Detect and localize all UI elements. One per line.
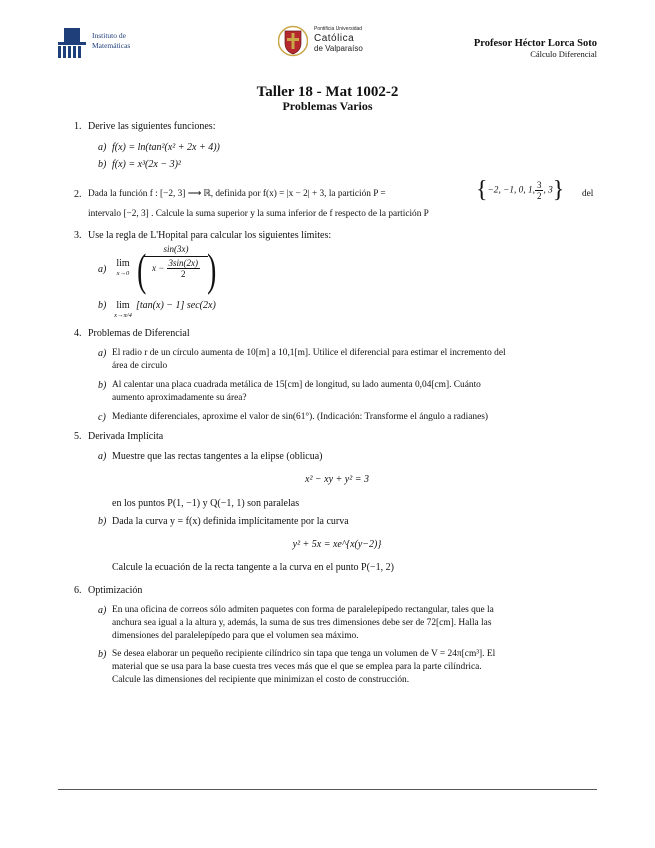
- header-author: [474, 38, 597, 59]
- course-name: Cálculo Diferencial: [530, 49, 597, 59]
- problem-text: Use la regla de L'Hopital para calcular los siguientes límites:: [88, 230, 332, 241]
- item-label: b): [98, 380, 107, 391]
- imm-logo-icon: [58, 28, 86, 60]
- item-text: Se desea elaborar un pequeño recipiente cilíndrico sin tapa que tenga un volumen de V = 24π[cm³]. El: [112, 649, 496, 659]
- item-formula: f(x) = ln(tan²(x² + 2x + 4)): [112, 142, 220, 153]
- limit-text: lim: [116, 300, 130, 311]
- fraction-numerator: 3: [536, 180, 542, 190]
- problem-text-end: del: [582, 189, 594, 199]
- item-text: área de circulo: [112, 361, 168, 371]
- ellipse-equation: x² − xy + y² = 3: [305, 474, 369, 485]
- university-name: [314, 26, 363, 53]
- problem-number: 3.: [74, 230, 82, 241]
- item-text: anchura sea igual a la altura y, además, la suma de sus tres dimensiones debe ser de 72[cm]. Halla las: [112, 618, 492, 628]
- problem-text: Problemas de Diferencial: [88, 328, 190, 339]
- university-line2: Católica: [314, 33, 355, 44]
- item-label: a): [98, 451, 107, 462]
- institute-logo: [58, 28, 153, 62]
- item-text: aumento aproximadamente su área?: [112, 393, 247, 403]
- item-label: a): [98, 264, 107, 275]
- item-formula: [tan(x) − 1] sec(2x): [136, 300, 216, 311]
- problem-text: Dada la función f : [−2, 3] ⟶ ℝ, definida por f(x) = |x − 2| + 3, la partición P =: [88, 189, 386, 199]
- institute-line2: Matemáticas: [92, 41, 131, 50]
- institute-line1: Instituto de: [92, 31, 126, 40]
- item-label: b): [98, 159, 107, 170]
- item-label: a): [98, 605, 107, 616]
- problem-text-2: intervalo [−2, 3] . Calcule la suma superior y la suma inferior de f respecto de la partición P: [88, 209, 429, 219]
- title-block: [0, 84, 655, 113]
- curve-equation: y² + 5x = xe^{x(y−2)}: [292, 539, 382, 550]
- item-text: En una oficina de correos sólo admiten paquetes con forma de paralelepípedo rectangular, tales que la: [112, 605, 494, 615]
- item-text: dimensiones del paralelepípedo para que el volumen sea máximo.: [112, 631, 359, 641]
- partition-set: {−2, −1, 0, 1, $\frac{3}{2}$ , 3}: [476, 177, 565, 203]
- item-label: a): [98, 142, 107, 153]
- fraction-numerator: sin(3x): [144, 244, 208, 257]
- professor-name: Profesor Héctor Lorca Soto: [473, 38, 597, 49]
- problem-text: Derive las siguientes funciones:: [88, 121, 216, 132]
- item-label: b): [98, 300, 107, 311]
- limit-subscript: x→0: [116, 270, 130, 277]
- item-label: b): [98, 649, 107, 660]
- page-subtitle: Problemas Varios: [282, 99, 373, 113]
- item-label: b): [98, 516, 107, 527]
- page-title: Taller 18 - Mat 1002-2: [256, 84, 399, 100]
- university-logo: [278, 22, 398, 62]
- item-text: Calcule la ecuación de la recta tangente a la curva en el punto P(−1, 2): [112, 562, 394, 573]
- partition-values: −2, −1, 0, 1,: [487, 185, 535, 196]
- item-text: material que se usa para la base cuesta tres veces más que el que se emplea para la parte cilíndrica.: [112, 662, 482, 672]
- institute-name: [92, 31, 130, 51]
- university-shield-icon: [278, 24, 308, 58]
- problem-number: 2.: [74, 189, 82, 200]
- problem-number: 1.: [74, 121, 82, 132]
- fraction-denominator: 2: [536, 191, 542, 201]
- item-text: Muestre que las rectas tangentes a la elipse (oblicua): [112, 451, 323, 462]
- inner-numerator: 3sin(2x): [168, 258, 199, 268]
- item-text: El radio r de un círculo aumenta de 10[m] a 10,1[m]. Utilice el diferencial para estimar el incremento del: [112, 348, 506, 358]
- item-formula: f(x) = x³(2x − 3)²: [112, 159, 181, 170]
- limit-fraction: [144, 244, 208, 279]
- limit-operator: [112, 257, 134, 277]
- university-line1: Pontificia Universidad: [314, 26, 363, 32]
- limit-operator: [112, 299, 134, 319]
- document-page: Instituto de Matemáticas Pontificia Universidad Católica de Valparaíso Profesor Héctor Lorca Soto Cálculo Diferencial Taller 18 - Mat 1002-2 Problemas Varios 1. Derive las siguientes funciones: a) f(x) = ln(tan²(x² + 2x + 4)) b) f(x) = x³(2x − 3)² 2. Dada la función f : [−2, 3] ⟶ ℝ, definida por f(x) = |x − 2| + 3, la partición P = {−2, −1, 0, 1, $\frac{3}{2}$ , 3} del intervalo [−2, 3] . Calcule la suma superior y la suma inferior de f respecto de la partición P 3. Use la regla de L'Hopital para calcular los siguientes límites: a) lim x→0 ( sin(3x) x − $\frac{3\sin(2x)}{2}$ ) b) lim x→π/4 [tan(x) − 1] sec(2x) 4. Problemas de Diferencial a) El radio r de un círculo aumenta de 10[m] a 10,1[m]. Utilice el diferencial para estimar el incremento del área de circulo b) Al calentar una placa cuadrada metálica de 15[cm] de longitud, su lado aumenta 0,04[cm]. Cuánto aumento aproximadamente su área? c) Mediante diferenciales, aproxime el valor de sin(61°). (Indicación: Transforme el ángulo a radianes) 5. Derivada Implícita a) Muestre que las rectas tangentes a la elipse (oblicua) x² − xy + y² = 3 en los puntos P(1, −1) y Q(−1, 1) son paralelas b) Dada la curva y = f(x) definida implícitamente por la curva y² + 5x = xe^{x(y−2)} Calcule la ecuación de la recta tangente a la curva en el punto P(−1, 2) 6. Optimización a) En una oficina de correos sólo admiten paquetes con forma de paralelepípedo rectangular, tales que la anchura sea igual a la altura y, además, la suma de sus tres dimensiones debe ser de 72[cm]. Halla las dimensiones del paralelepípedo para que el volumen sea máximo. b) Se desea elaborar un pequeño recipiente cilíndrico sin tapa que tenga un volumen de V = 24π[cm³]. El material que se usa para la base cuesta tres veces más que el que se emplea para la parte cilíndrica. Calcule las dimensiones del recipiente que minimizan el costo de construcción.: [0, 0, 655, 848]
- problem-text: Optimización: [88, 585, 143, 596]
- inner-denominator: 2: [181, 269, 186, 279]
- problem-number: 4.: [74, 328, 82, 339]
- problem-text: Derivada Implícita: [88, 431, 164, 442]
- item-label: a): [98, 348, 107, 359]
- problem-number: 6.: [74, 585, 82, 596]
- denominator-prefix: x −: [151, 263, 165, 273]
- limit-text: lim: [116, 258, 130, 269]
- item-text: Al calentar una placa cuadrada metálica de 15[cm] de longitud, su lado aumenta 0,04[cm]. Cuánto: [112, 380, 481, 390]
- item-label: c): [98, 412, 106, 423]
- partition-end: , 3: [543, 185, 553, 196]
- limit-subscript: x→π/4: [114, 312, 132, 319]
- university-line3: de Valparaíso: [314, 44, 363, 53]
- item-text: Calcule las dimensiones del recipiente que minimizan el costo de construcción.: [112, 675, 410, 685]
- footer-rule: [58, 789, 597, 790]
- item-text: en los puntos P(1, −1) y Q(−1, 1) son paralelas: [112, 498, 300, 509]
- item-text: Dada la curva y = f(x) definida implícitamente por la curva: [112, 516, 349, 527]
- problem-number: 5.: [74, 431, 82, 442]
- item-text: Mediante diferenciales, aproxime el valor de sin(61°). (Indicación: Transforme el ángulo a radianes): [112, 412, 489, 422]
